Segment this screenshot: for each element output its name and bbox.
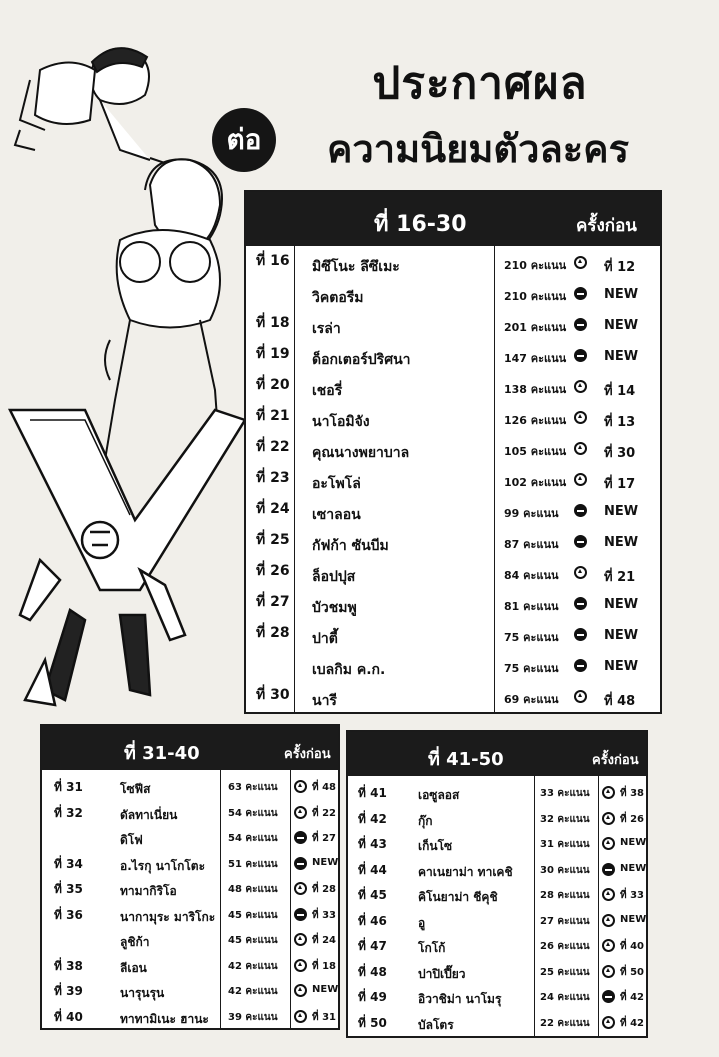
headline-badge: ต่อ [212,108,276,172]
character-name: อิวาชิม่า นาโมรุ [418,992,502,1006]
character-name: คิโนยาม่า ชีคุชิ [418,890,498,904]
table-row [246,372,660,403]
trend-up-icon [574,256,587,269]
previous-rank: NEW [620,913,647,925]
rank-label: ที่ 46 [358,913,387,928]
trend-up-icon [294,984,307,997]
table-header [42,726,338,770]
previous-rank: ที่ 18 [312,960,336,972]
previous-rank: NEW [604,535,639,550]
table-row [246,248,660,279]
previous-rank: ที่ 48 [312,782,336,793]
trend-new-icon [574,659,587,672]
character-name: บัลโตร [418,1017,454,1032]
score-value: 87 คะแนน [504,538,559,551]
score-value: 54 คะแนน [228,807,278,819]
previous-rank: NEW [604,659,639,674]
table-row [246,403,660,434]
previous-rank: NEW [620,862,647,874]
trend-up-icon [574,473,587,486]
trend-new-icon [602,863,615,876]
character-name: คาเนยาม่า ทาเคชิ [418,864,513,879]
trend-up-icon [574,442,587,455]
trend-up-icon [602,914,615,927]
table-row [246,589,660,620]
previous-rank: ที่ 17 [604,477,636,492]
trend-up-icon [294,959,307,972]
score-value: 45 คะแนน [228,935,278,946]
previous-rank: NEW [620,837,647,848]
table-row [348,984,646,1010]
trend-up-icon [294,780,307,793]
character-name: บัวชมพู [312,600,357,616]
previous-rank: NEW [604,287,639,302]
table-row [42,825,338,851]
trend-up-icon [602,888,615,901]
character-name: ดัลทาเนี่ยน [120,807,178,822]
character-name: นารี [312,693,337,709]
table-row [42,927,338,953]
table-row [42,876,338,902]
rank-label: ที่ 48 [358,964,387,979]
trend-new-icon [602,990,615,1003]
trend-up-icon [602,786,615,799]
previous-rank: ที่ 31 [312,1011,336,1023]
rank-label: ที่ 35 [54,882,83,896]
character-name: เชอรี่ [312,383,343,399]
score-value: 75 คะแนน [504,631,559,644]
trend-new-icon [574,318,587,331]
trend-new-icon [294,908,307,921]
character-name: โซฟีส [120,782,151,796]
score-value: 69 คะแนน [504,693,559,706]
previous-rank: ที่ 40 [620,941,644,952]
rank-label: ที่ 19 [256,346,290,362]
score-value: 48 คะแนน [228,884,278,895]
score-value: 210 คะแนน [504,259,567,272]
previous-rank: ที่ 27 [312,833,336,844]
table-row [42,902,338,928]
table-row [348,857,646,883]
trend-up-icon [294,806,307,819]
character-name: ด็อกเตอร์ปริศนา [312,352,411,368]
score-value: 54 คะแนน [228,833,278,844]
character-name: อะโพโล่ [312,476,361,492]
previous-rank: ที่ 21 [604,570,636,585]
v-robot-drawing [10,410,245,705]
character-name: เบลกิม ค.ก. [312,662,386,678]
previous-rank: ที่ 33 [312,909,336,921]
score-value: 42 คะแนน [228,986,278,997]
previous-rank: ที่ 28 [312,884,336,895]
score-value: 22 คะแนน [540,1017,590,1029]
table-row [42,800,338,826]
rank-label: ที่ 50 [358,1015,387,1030]
rank-label: ที่ 21 [256,408,290,424]
ranking-table-31-40 [40,724,340,1030]
table-row [348,780,646,806]
rank-label: ที่ 22 [256,439,290,455]
table-row [348,831,646,857]
rank-label: ที่ 41 [358,786,387,800]
table-row [348,959,646,985]
previous-rank: NEW [604,628,639,643]
score-value: 45 คะแนน [228,909,278,921]
table-row [246,682,660,713]
character-name: ลีเอน [120,960,147,975]
previous-rank: NEW [312,984,339,995]
trend-new-icon [574,597,587,610]
character-name: นากามุระ มาริโกะ [120,909,216,924]
rank-label: ที่ 27 [256,594,290,610]
score-value: 30 คะแนน [540,864,590,876]
character-name: เก็นโซ [418,839,453,853]
character-name: เรล่า [312,321,341,337]
table-prev-label: ครั้งก่อน [592,753,639,768]
previous-rank: ที่ 22 [312,807,336,819]
character-name: เซาลอน [312,507,361,523]
score-value: 42 คะแนน [228,960,278,972]
character-name: ปาตี้ [312,631,338,647]
score-value: 126 คะแนน [504,414,567,427]
rank-label: ที่ 45 [358,888,387,902]
rank-label: ที่ 36 [54,907,83,922]
character-name: ล็อปปุส [312,569,356,585]
score-value: 138 คะแนน [504,383,567,396]
crawling-girl-drawing [15,48,165,171]
previous-rank: NEW [312,856,339,868]
previous-rank: ที่ 12 [604,260,636,275]
previous-rank: ที่ 26 [620,813,644,825]
trend-up-icon [574,690,587,703]
score-value: 31 คะแนน [540,839,590,850]
score-value: 102 คะแนน [504,476,567,489]
table-row [348,933,646,959]
table-row [42,978,338,1004]
table-header [246,192,660,246]
rank-label: ที่ 39 [54,984,83,998]
previous-rank: NEW [604,597,639,612]
character-name: ปาปิเปี๊ยว [418,966,466,981]
rank-label: ที่ 47 [358,939,387,953]
table-prev-label: ครั้งก่อน [576,216,637,236]
rank-label: ที่ 28 [256,625,290,641]
table-row [246,341,660,372]
trend-up-icon [294,933,307,946]
previous-rank: ที่ 42 [620,1017,644,1029]
score-value: 99 คะแนน [504,507,559,520]
score-value: 39 คะแนน [228,1011,278,1023]
character-name: ทามากิริโอ [120,884,177,898]
trend-new-icon [574,504,587,517]
score-value: 32 คะแนน [540,813,590,825]
trend-new-icon [294,831,307,844]
rank-label: ที่ 38 [54,958,83,973]
rank-label: ที่ 42 [358,811,387,826]
character-name: อ.ไรกุ นาโกโตะ [120,858,206,873]
score-value: 75 คะแนน [504,662,559,675]
character-name: มิซึโนะ ลึซึเมะ [312,259,400,275]
rank-label: ที่ 30 [256,687,290,703]
ranking-table-41-50 [346,730,648,1038]
table-row [246,558,660,589]
table-row [348,882,646,908]
trend-up-icon [574,566,587,579]
previous-rank: ที่ 48 [604,694,636,709]
score-value: 27 คะแนน [540,915,590,927]
trend-new-icon [574,535,587,548]
table-row [348,1010,646,1036]
rank-label: ที่ 20 [256,377,290,393]
rank-label: ที่ 24 [256,501,290,517]
character-name: คุณนางพยาบาล [312,445,410,461]
ranking-table-16-30 [244,190,662,714]
headline-title: ประกาศผล [372,58,588,109]
table-row [246,527,660,558]
previous-rank: NEW [604,318,639,333]
table-header [348,732,646,776]
character-name: วิคตอรีม [312,290,364,306]
table-range-label: ที่ 41-50 [428,749,504,770]
previous-rank: ที่ 14 [604,384,636,399]
previous-rank: NEW [604,504,639,519]
score-value: 26 คะแนน [540,941,590,952]
rank-label: ที่ 43 [358,837,387,851]
trend-new-icon [574,287,587,300]
table-row [348,806,646,832]
table-range-label: ที่ 16-30 [374,212,467,237]
woman-drawing [105,159,222,460]
previous-rank: ที่ 50 [620,966,644,978]
rank-label: ที่ 40 [54,1009,83,1024]
character-name: นารุนรุน [120,986,165,1000]
trend-up-icon [574,411,587,424]
character-name: กุ๊ก [418,813,433,828]
table-row [246,279,660,310]
character-name: ลูชิก้า [120,935,150,949]
character-name: โกโก้ [418,941,446,955]
rank-label: ที่ 32 [54,805,83,820]
trend-up-icon [602,812,615,825]
rank-label: ที่ 44 [358,862,387,877]
character-name: อู [418,915,426,930]
table-row [42,1004,338,1030]
trend-new-icon [574,628,587,641]
score-value: 105 คะแนน [504,445,567,458]
table-range-label: ที่ 31-40 [124,743,200,764]
trend-up-icon [602,965,615,978]
score-value: 63 คะแนน [228,782,278,793]
score-value: 81 คะแนน [504,600,559,613]
table-row [42,953,338,979]
previous-rank: ที่ 42 [620,992,644,1003]
rank-label: ที่ 26 [256,563,290,579]
score-value: 201 คะแนน [504,321,567,334]
rank-label: ที่ 34 [54,856,83,871]
table-row [348,908,646,934]
rank-label: ที่ 25 [256,532,290,548]
trend-up-icon [602,837,615,850]
character-name: เอซูลอส [418,788,460,802]
table-row [246,434,660,465]
trend-up-icon [574,380,587,393]
table-row [246,620,660,651]
trend-up-icon [294,882,307,895]
character-name: ดิโฟ [120,833,143,847]
rank-label: ที่ 23 [256,470,290,486]
character-name: ทาทามิเนะ ฮานะ [120,1011,209,1026]
score-value: 210 คะแนน [504,290,567,303]
character-name: นาโอมิจัง [312,414,370,430]
score-value: 51 คะแนน [228,858,278,870]
previous-rank: ที่ 38 [620,788,644,799]
character-name: กัฟก้า ซันบีม [312,538,389,554]
trend-up-icon [602,1016,615,1029]
table-prev-label: ครั้งก่อน [284,747,331,762]
previous-rank: ที่ 30 [604,446,636,461]
score-value: 33 คะแนน [540,788,590,799]
previous-rank: ที่ 13 [604,415,636,430]
score-value: 28 คะแนน [540,890,590,901]
previous-rank: NEW [604,349,639,364]
table-row [246,310,660,341]
trend-up-icon [294,1010,307,1023]
table-row [246,651,660,682]
rank-label: ที่ 31 [54,780,83,794]
score-value: 24 คะแนน [540,992,590,1003]
rank-label: ที่ 18 [256,315,290,331]
table-row [42,774,338,800]
rank-label: ที่ 16 [256,253,290,269]
table-row [42,851,338,877]
score-value: 147 คะแนน [504,352,567,365]
score-value: 84 คะแนน [504,569,559,582]
trend-new-icon [294,857,307,870]
previous-rank: ที่ 24 [312,935,336,946]
table-row [246,465,660,496]
table-row [246,496,660,527]
trend-up-icon [602,939,615,952]
trend-new-icon [574,349,587,362]
headline-subtitle: ความนิยมตัวละคร [327,127,629,171]
score-value: 25 คะแนน [540,966,590,978]
rank-label: ที่ 49 [358,990,387,1004]
previous-rank: ที่ 33 [620,890,644,901]
